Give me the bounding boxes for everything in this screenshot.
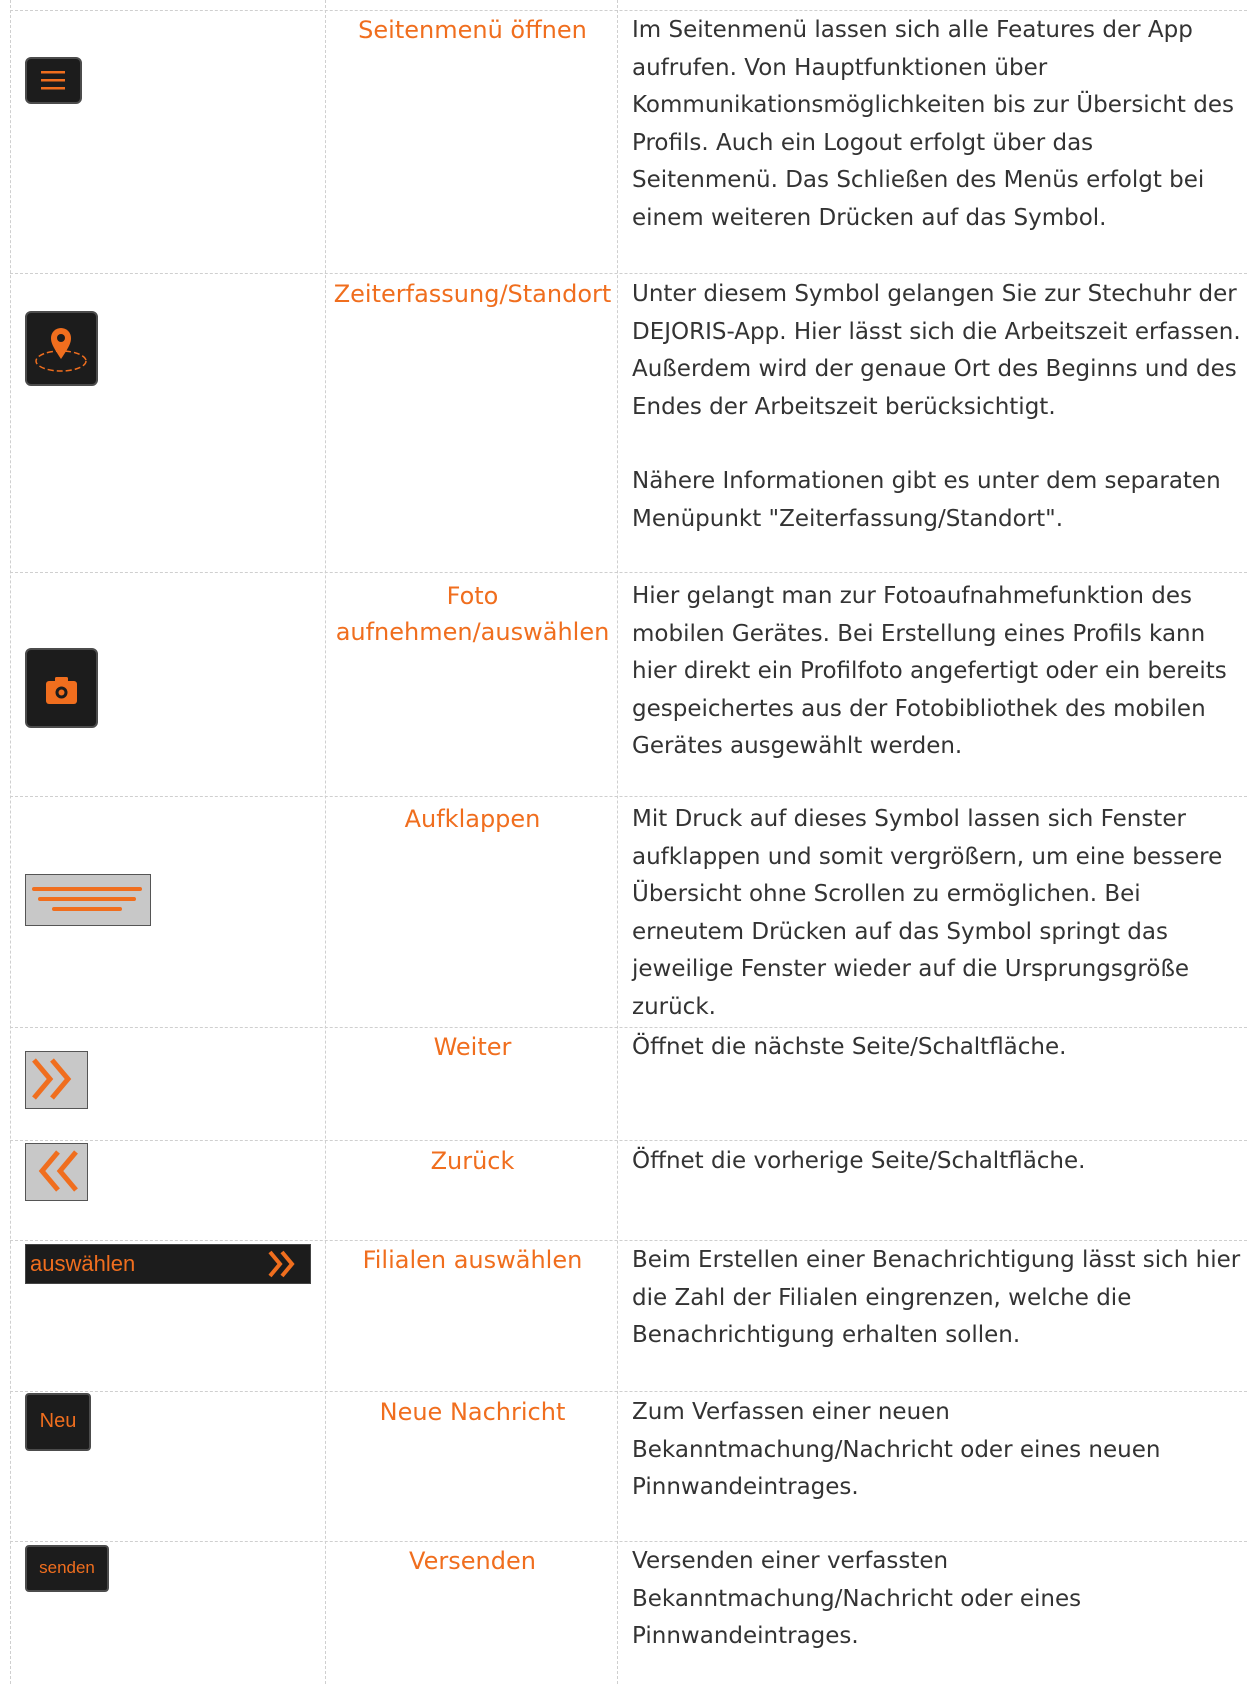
row-name: Filialen auswählen — [362, 1246, 583, 1274]
row-description — [632, 276, 1244, 538]
table-row — [10, 1140, 1247, 1141]
row-name: Neue Nachricht — [379, 1398, 566, 1426]
table-row — [10, 1240, 1247, 1241]
row-description: Beim Erstellen einer Benachrichtigung lässt sich hier die Zahl der Filialen eingrenzen, welche die Benachrichtigung erhalten sollen. — [632, 1247, 1241, 1348]
new-button[interactable] — [25, 1393, 91, 1451]
column-divider-1 — [325, 0, 326, 1684]
hamburger-menu-icon[interactable] — [25, 57, 82, 104]
row-name: Seitenmenü öffnen — [358, 16, 587, 44]
double-chevron-right-icon[interactable] — [25, 1051, 88, 1109]
row-name: Foto aufnehmen/auswählen — [335, 582, 610, 646]
table-row — [10, 1541, 1247, 1542]
row-description-paragraph: Unter diesem Symbol gelangen Sie zur Stechuhr der DEJORIS-App. Hier lässt sich die Arbeitszeit erfassen. Außerdem wird der genaue Ort des Beginns und des Endes der Arbeitszeit berücksichtigt. — [632, 281, 1241, 420]
table-row — [10, 572, 1247, 573]
send-button[interactable] — [25, 1545, 109, 1592]
row-description-paragraph: Nähere Informationen gibt es unter dem separaten Menüpunkt "Zeiterfassung/Standort". — [632, 468, 1221, 532]
location-pin-icon[interactable] — [25, 311, 98, 386]
expand-lines-icon[interactable] — [25, 874, 151, 926]
table-border-left — [10, 0, 11, 1684]
table-row — [10, 10, 1247, 11]
send-button-label: senden — [39, 1558, 95, 1577]
row-name: Versenden — [409, 1547, 536, 1575]
select-branches-label: auswählen — [30, 1251, 136, 1276]
table-row — [10, 796, 1247, 797]
row-description: Zum Verfassen einer neuen Bekanntmachung/Nachricht oder eines neuen Pinnwandeintrages. — [632, 1399, 1161, 1500]
double-chevron-left-icon[interactable] — [25, 1143, 88, 1201]
row-description: Im Seitenmenü lassen sich alle Features der App aufrufen. Von Hauptfunktionen über Kommunikationsmöglichkeiten bis zur Übersicht des Profils. Auch ein Logout erfolgt über das Seitenmenü. Das Schließen des Menüs erfolgt bei einem weiteren Drücken auf das Symbol. — [632, 17, 1234, 231]
row-description: Öffnet die nächste Seite/Schaltfläche. — [632, 1034, 1067, 1060]
row-name: Weiter — [433, 1033, 512, 1061]
table-row — [10, 1391, 1247, 1392]
column-divider-2 — [617, 0, 618, 1684]
table-row — [10, 1027, 1247, 1028]
table-row — [10, 273, 1247, 274]
double-chevron-right-icon — [262, 1247, 306, 1281]
row-name: Zeiterfassung/Standort — [333, 280, 612, 308]
select-branches-bar[interactable] — [25, 1244, 311, 1284]
row-name: Zurück — [430, 1147, 515, 1175]
row-description: Öffnet die vorherige Seite/Schaltfläche. — [632, 1148, 1086, 1174]
row-name: Aufklappen — [404, 805, 541, 833]
row-description: Hier gelangt man zur Fotoaufnahmefunktion des mobilen Gerätes. Bei Erstellung eines Profils kann hier direkt ein Profilfoto angefertigt oder ein bereits gespeichertes aus der Fotobibliothek des mobilen Gerätes ausgewählt werden. — [632, 583, 1227, 759]
row-description: Versenden einer verfassten Bekanntmachung/Nachricht oder eines Pinnwandeintrages. — [632, 1548, 1082, 1649]
new-button-label: Neu — [39, 1410, 77, 1432]
row-description: Mit Druck auf dieses Symbol lassen sich Fenster aufklappen und somit vergrößern, um eine bessere Übersicht ohne Scrollen zu ermöglichen. Bei erneutem Drücken auf das Symbol springt das jeweilige Fenster wieder auf die Ursprungsgröße zurück. — [632, 806, 1223, 1020]
camera-icon[interactable] — [25, 648, 98, 728]
